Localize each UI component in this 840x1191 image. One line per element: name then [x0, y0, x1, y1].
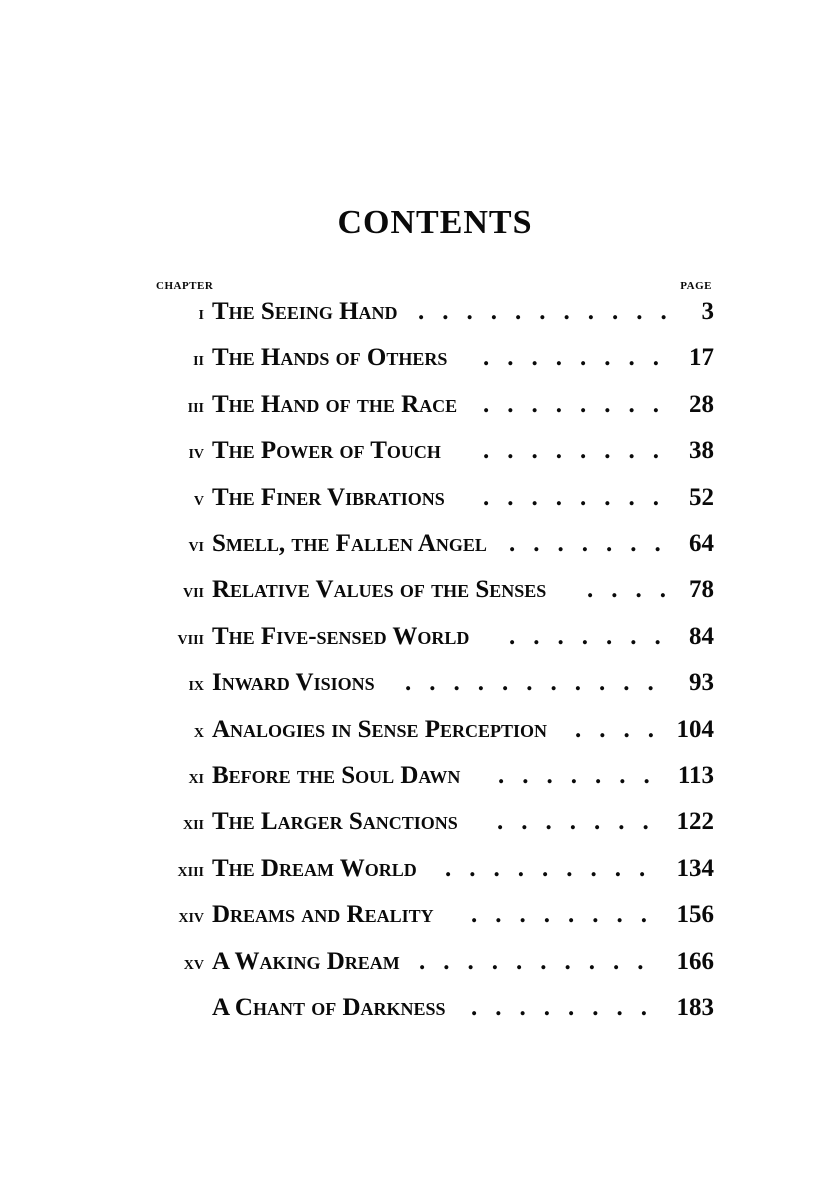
page-number: 3 [701, 298, 714, 325]
chapter-title: The Hand of the Race [212, 390, 458, 418]
leader-dots: ....... [498, 762, 668, 789]
leader-dots: .... [587, 576, 684, 604]
chapter-number: x [193, 719, 204, 742]
leader-dots: .... [575, 715, 672, 743]
toc-entry [0, 391, 840, 437]
page-number: 52 [689, 483, 714, 511]
toc-entry [0, 484, 840, 530]
chapter-number: viii [177, 626, 204, 649]
chapter-title: The Finer Vibrations [212, 483, 445, 511]
chapter-number: xiv [178, 905, 204, 928]
page-column-header: PAGE [680, 280, 712, 292]
page-number: 122 [676, 808, 714, 836]
chapter-number: xiii [177, 858, 204, 881]
leader-dots: ........ [483, 483, 677, 511]
page-number: 93 [689, 669, 714, 697]
toc-entry [0, 994, 840, 1040]
leader-dots: ........ [471, 901, 665, 929]
leader-dots: ........ [483, 344, 677, 372]
toc-entry [0, 808, 840, 854]
chapter-title: A Waking Dream [212, 947, 400, 975]
toc-entry [0, 576, 840, 622]
toc-entry [0, 669, 840, 715]
chapter-number: xii [182, 812, 204, 835]
page-number: 156 [676, 901, 714, 929]
page-number: 113 [677, 762, 714, 789]
chapter-title: The Seeing Hand [212, 298, 398, 325]
chapter-column-header: CHAPTER [156, 280, 214, 292]
chapter-number: ii [193, 348, 204, 371]
chapter-title: The Power of Touch [212, 437, 441, 465]
chapter-title: The Larger Sanctions [212, 808, 458, 836]
toc-entry [0, 762, 840, 808]
page-title: CONTENTS [337, 204, 533, 241]
leader-dots: ......... [445, 854, 664, 882]
page-number: 166 [676, 947, 714, 975]
chapter-title: A Chant of Darkness [212, 994, 446, 1021]
toc-entry [0, 437, 840, 483]
chapter-title: Relative Values of the Senses [212, 576, 547, 604]
page-number: 104 [676, 715, 714, 743]
toc-entry [0, 298, 840, 344]
chapter-title: Dreams and Reality [212, 901, 434, 929]
leader-dots: ....... [509, 530, 679, 557]
chapter-number: ix [188, 673, 204, 696]
chapter-title: Before the Soul Dawn [212, 762, 461, 789]
chapter-number: v [193, 487, 204, 510]
page-number: 17 [689, 344, 714, 372]
leader-dots: ....... [509, 622, 679, 650]
page-number: 28 [689, 390, 714, 418]
page-number: 38 [689, 437, 714, 465]
leader-dots: ........ [483, 390, 677, 418]
toc-entry [0, 716, 840, 762]
toc-entry [0, 855, 840, 901]
chapter-title: The Hands of Others [212, 344, 448, 372]
chapter-number: i [198, 302, 204, 324]
page-number: 183 [676, 994, 714, 1021]
leader-dots: ....... [497, 808, 667, 836]
chapter-number: vi [188, 534, 204, 556]
chapter-title: The Five-sensed World [212, 622, 470, 650]
chapter-number: iii [187, 394, 204, 417]
page-number: 64 [689, 530, 714, 557]
toc-entry [0, 623, 840, 669]
page-number: 134 [676, 854, 714, 882]
chapter-number: vii [182, 580, 204, 603]
leader-dots: ........... [418, 298, 685, 325]
page-number: 84 [689, 622, 714, 650]
chapter-title: Inward Visions [212, 669, 375, 697]
chapter-number: iv [188, 441, 204, 464]
leader-dots: ........ [471, 994, 665, 1021]
leader-dots: ........ [483, 437, 677, 465]
leader-dots: ........... [405, 669, 672, 697]
toc-entry [0, 901, 840, 947]
chapter-title: The Dream World [212, 854, 417, 882]
chapter-title: Analogies in Sense Perception [212, 715, 548, 743]
chapter-title: Smell, the Fallen Angel [212, 530, 487, 557]
leader-dots: .......... [419, 947, 662, 975]
toc-entry [0, 344, 840, 390]
chapter-number: xv [183, 951, 204, 974]
toc-entry [0, 948, 840, 994]
toc-entry [0, 530, 840, 576]
page-number: 78 [689, 576, 714, 604]
chapter-number: xi [188, 766, 204, 788]
